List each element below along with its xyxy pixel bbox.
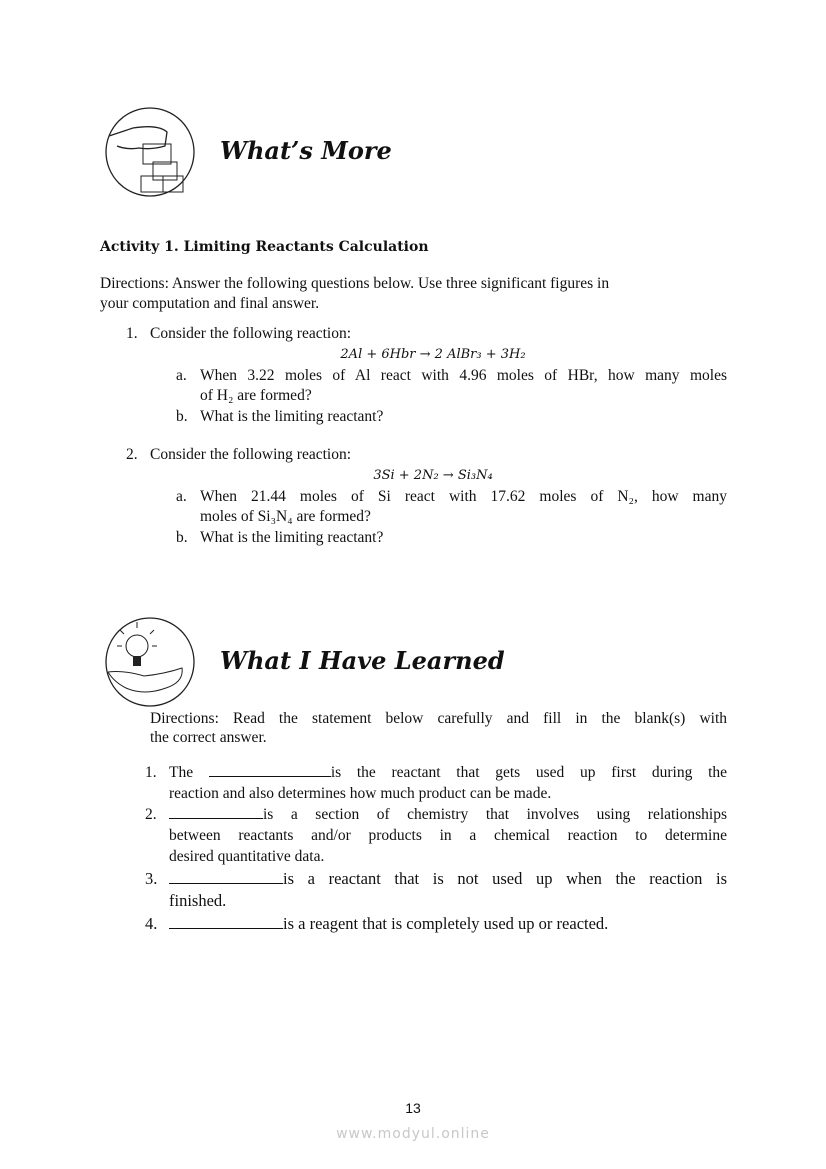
answer-blank[interactable] [169,916,283,929]
subitem-label: a. [176,488,187,505]
directions-text: the correct answer. [150,729,267,746]
item-text: finished. [169,891,227,910]
chemical-equation: 3Si + 2N₂ → Si₃N₄ [373,468,493,483]
section-title-whats-more: What’s More [220,136,392,165]
subitem-label: b. [176,408,188,425]
hand-stacking-blocks-icon [103,106,197,198]
item-text: between reactants and/or products in a chemical reaction to determine [169,827,727,844]
chemical-equation: 2Al + 6Hbr → 2 AlBr₃ + 3H₂ [340,347,526,362]
answer-blank[interactable] [169,806,263,819]
item-text: desired quantitative data. [169,848,325,865]
answer-blank[interactable] [169,871,283,884]
subquestion-text: of H₂ are formed? [200,387,312,404]
subquestion-text: What is the limiting reactant? [200,529,384,546]
subquestion-text: When 21.44 moles of Si react with 17.62 moles of N₂, how many [200,488,727,505]
watermark: www.modyul.online [336,1126,490,1142]
item-number: 2. [145,806,157,823]
page-number: 13 [405,1100,421,1116]
item-number: 1. [145,764,157,781]
item-number: 3. [145,869,158,888]
directions-text: your computation and final answer. [100,295,320,312]
subquestion-text: What is the limiting reactant? [200,408,384,425]
lightbulb-in-hand-icon [104,616,198,708]
answer-blank[interactable] [209,764,331,777]
fill-blank-item: is a section of chemistry that involves using relationships [169,805,727,825]
subitem-label: a. [176,367,187,384]
activity-title: Activity 1. Limiting Reactants Calculation [100,239,429,255]
question-prompt: Consider the following reaction: [150,325,352,342]
question-number: 2. [126,446,138,463]
subquestion-text: When 3.22 moles of Al react with 4.96 moles of HBr, how many moles [200,367,727,384]
directions-text: Directions: Answer the following questions below. Use three significant figures in [100,275,610,292]
directions-text: Directions: Read the statement below carefully and fill in the blank(s) with [150,710,727,727]
section-title-what-i-have-learned: What I Have Learned [220,646,505,675]
fill-blank-item: The is the reactant that gets used up first during the [169,764,728,781]
fill-blank-item: is a reactant that is not used up when the reaction is [169,868,727,890]
question-prompt: Consider the following reaction: [150,446,352,463]
question-number: 1. [126,325,138,342]
subquestion-text: moles of Si₃N₄ are formed? [200,508,371,525]
fill-blank-item: is a reagent that is completely used up or reacted. [169,913,608,935]
item-number: 4. [145,914,158,933]
item-text: reaction and also determines how much product can be made. [169,785,552,802]
subitem-label: b. [176,529,188,546]
